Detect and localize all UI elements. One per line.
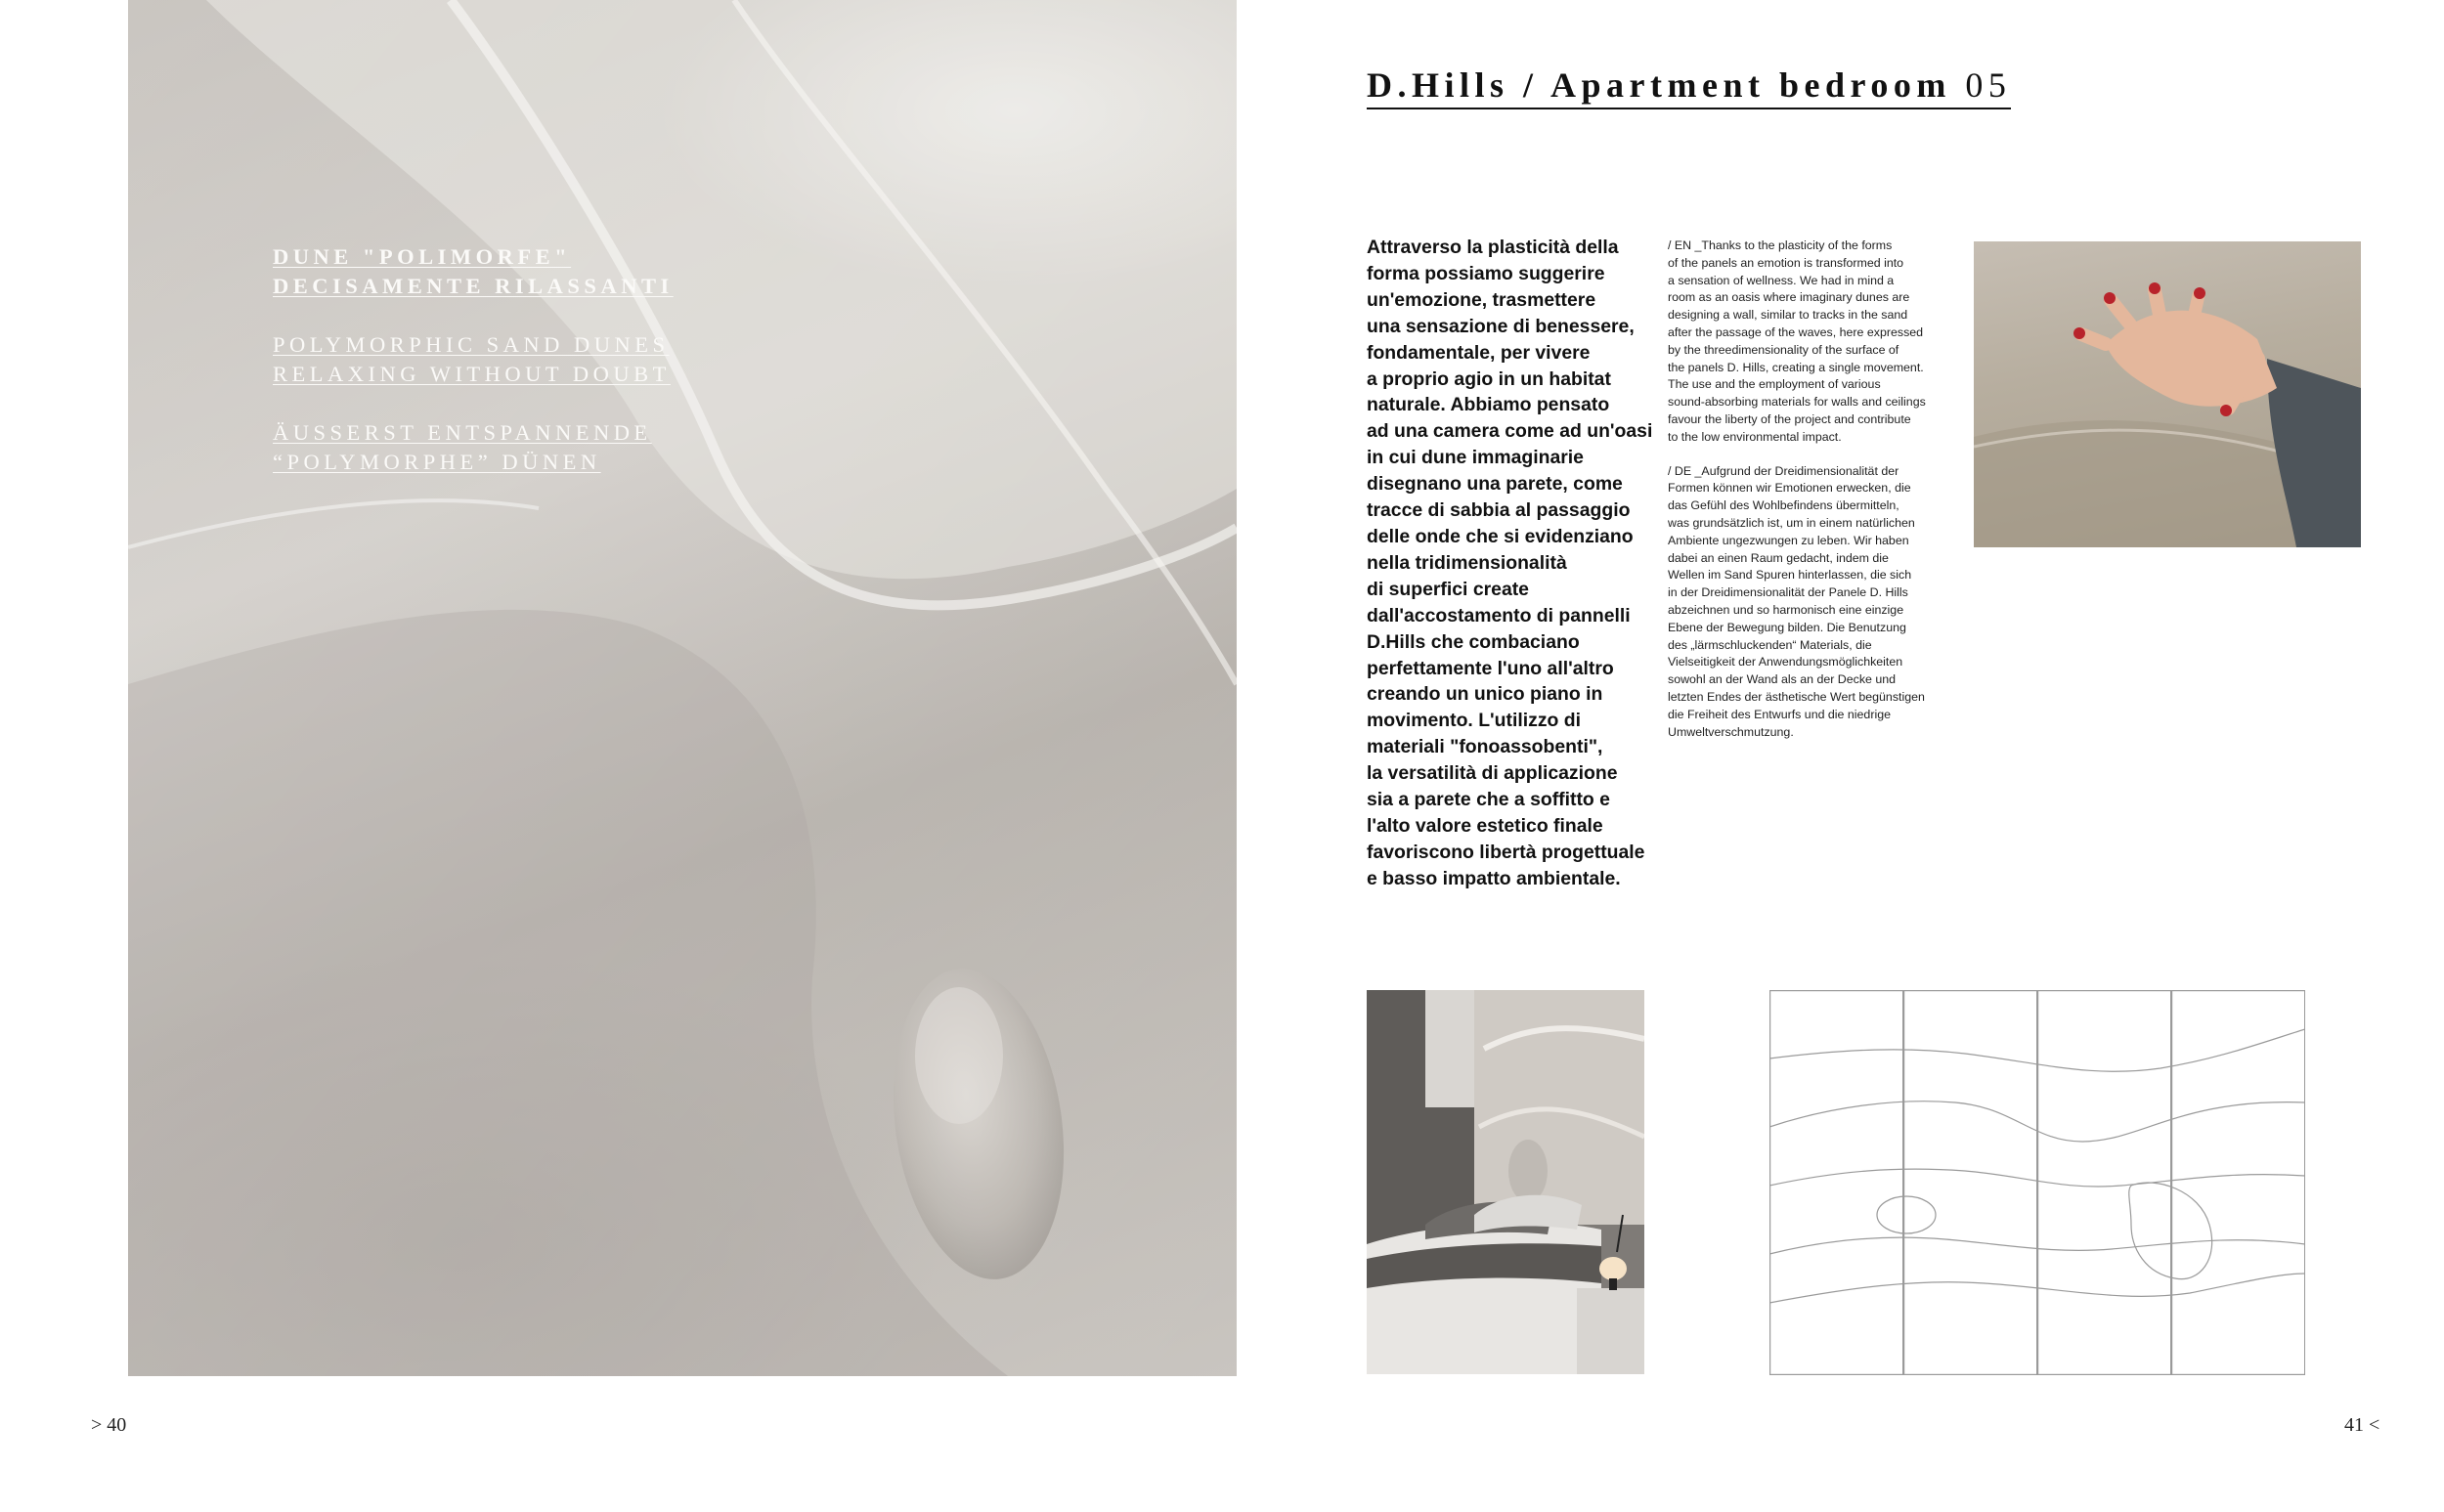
text-line: die Freiheit des Entwurfs und die niedrige	[1668, 707, 1891, 721]
text-line: a proprio agio in un habitat	[1367, 367, 1611, 390]
drawing-panel-1	[1770, 991, 1903, 1375]
caption-line: RELAXING WITHOUT DOUBT	[273, 362, 671, 386]
caption-line: ÄUSSERST ENTSPANNENDE	[273, 420, 652, 445]
text-line: Formen können wir Emotionen erwecken, die	[1668, 481, 1911, 496]
text-line: The use and the employment of various	[1668, 377, 1881, 392]
text-line: sia a parete che a soffitto e	[1367, 789, 1610, 811]
text-line: Vielseitigkeit der Anwendungsmöglichkeiten	[1668, 655, 1903, 670]
text-line: la versatilità di applicazione	[1367, 762, 1618, 785]
text-line: dabei an einen Raum gedacht, indem die	[1668, 550, 1889, 565]
text-line: una sensazione di benessere,	[1367, 315, 1635, 337]
bedroom-photo	[1367, 990, 1644, 1374]
text-line: room as an oasis where imaginary dunes are	[1668, 290, 1910, 305]
text-line: l'alto valore estetico finale	[1367, 814, 1603, 837]
text-line: Attraverso la plasticità della	[1367, 237, 1619, 258]
caption-line: POLYMORPHIC SAND DUNES	[273, 332, 670, 357]
caption-english	[273, 330, 674, 389]
caption-italian	[273, 242, 674, 301]
text-line: designing a wall, similar to tracks in the sand	[1668, 308, 1908, 323]
text-line: fondamentale, per vivere	[1367, 341, 1591, 364]
page-title	[1367, 65, 2011, 109]
text-line: materiali "fonoassobenti",	[1367, 736, 1603, 758]
page-number-right: 41 <	[2344, 1414, 2380, 1436]
text-line: abzeichnen und so harmonisch eine einzige	[1668, 602, 1904, 617]
text-line: in der Dreidimensionalität der Panele D. Hills	[1668, 585, 1908, 600]
page-number-left: > 40	[91, 1414, 127, 1436]
text-line: creando un unico piano in	[1367, 683, 1603, 706]
text-line: of the panels an emotion is transformed into	[1668, 255, 1904, 270]
text-line: Wellen im Sand Spuren hinterlassen, die sich	[1668, 568, 1912, 583]
text-line: movimento. L'utilizzo di	[1367, 710, 1581, 732]
text-line: D.Hills che combaciano	[1367, 630, 1580, 653]
text-line: to the low environmental impact.	[1668, 429, 1842, 444]
text-line: naturale. Abbiamo pensato	[1367, 394, 1610, 416]
body-text-english	[1668, 238, 1951, 447]
page-title-number: 05	[1965, 65, 2012, 105]
text-line: tracce di sabbia al passaggio	[1367, 499, 1631, 522]
text-line: letzten Endes der ästhetische Wert begünstigen	[1668, 689, 1925, 704]
text-line: favour the liberty of the project and contribute	[1668, 411, 1911, 426]
text-line: after the passage of the waves, here expressed	[1668, 324, 1924, 339]
text-line: e basso impatto ambientale.	[1367, 867, 1621, 889]
text-line: des „lärmschluckenden“ Materials, die	[1668, 637, 1872, 652]
text-line: / EN _Thanks to the plasticity of the forms	[1668, 238, 1893, 252]
text-line: the panels D. Hills, creating a single movement.	[1668, 360, 1924, 374]
text-line: dall'accostamento di pannelli	[1367, 604, 1631, 626]
text-line: Umweltverschmutzung.	[1668, 724, 1794, 739]
text-line: das Gefühl des Wohlbefindens übermitteln,	[1668, 498, 1899, 513]
text-line: disegnano una parete, come	[1367, 473, 1623, 496]
text-line: ad una camera come ad un'oasi	[1367, 420, 1653, 443]
text-line: in cui dune immaginarie	[1367, 447, 1584, 469]
text-line: / DE _Aufgrund der Dreidimensionalität der	[1668, 463, 1899, 478]
text-line: favoriscono libertà progettuale	[1367, 841, 1645, 863]
hand-on-panel-photo	[1974, 241, 2361, 547]
hero-captions	[273, 242, 674, 506]
text-line: was grundsätzlich ist, um in einem natürlichen	[1668, 515, 1915, 530]
caption-line: DUNE "POLIMORFE"	[273, 244, 572, 269]
hero-image	[128, 0, 1237, 1376]
caption-line: DECISAMENTE RILASSANTI	[273, 274, 674, 298]
text-line: Ebene der Bewegung bilden. Die Benutzung	[1668, 620, 1906, 634]
text-line: a sensation of wellness. We had in mind a	[1668, 273, 1895, 287]
hand-photo-illustration	[1974, 241, 2361, 547]
text-line: sowohl an der Wand als an der Decke und	[1668, 672, 1897, 687]
text-line: by the threedimensionality of the surface of	[1668, 342, 1899, 357]
page-title-main: D.Hills / Apartment bedroom	[1367, 65, 1951, 105]
body-text-translations	[1668, 238, 1951, 741]
panel-line-drawing	[1769, 990, 2305, 1375]
text-line: forma possiamo suggerire	[1367, 262, 1605, 284]
text-line: delle onde che si evidenziano	[1367, 525, 1634, 547]
text-line: perfettamente l'uno all'altro	[1367, 657, 1614, 679]
body-text-italian	[1367, 235, 1660, 892]
caption-line: “POLYMORPHE” DÜNEN	[273, 450, 601, 474]
bedroom-photo-illustration	[1367, 990, 1644, 1374]
text-line: nella tridimensionalità	[1367, 551, 1567, 574]
text-line: Ambiente ungezwungen zu leben. Wir haben	[1668, 533, 1909, 547]
text-line: di superfici create	[1367, 578, 1529, 600]
hero-dune-texture	[128, 0, 1237, 1376]
drawing-panel-2	[1904, 991, 2037, 1375]
text-line: un'emozione, trasmettere	[1367, 288, 1596, 311]
body-text-german	[1668, 463, 1951, 742]
drawing-panel-4	[2172, 991, 2305, 1375]
caption-german	[273, 418, 674, 477]
text-line: sound-absorbing materials for walls and ceilings	[1668, 395, 1926, 410]
